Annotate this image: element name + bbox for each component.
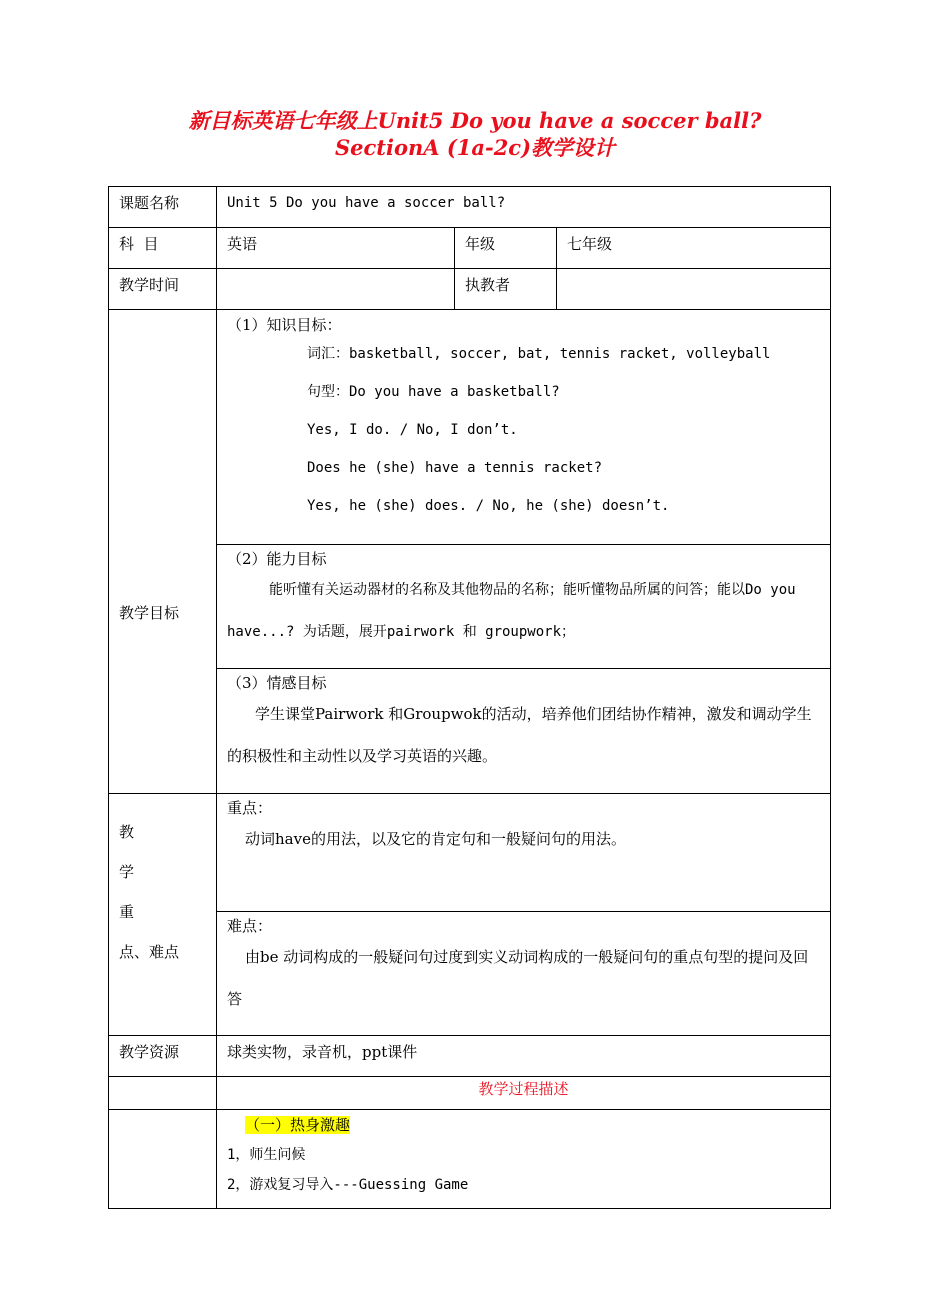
goal1-line: 句型：Do you have a basketball? [307, 384, 560, 400]
goal3-text: 学生课堂Pairwork 和Groupwok的活动，培养他们团结协作精神，激发和调动学生的积极性和主动性以及学习英语的兴趣。 [227, 705, 812, 765]
row-subject [109, 228, 831, 269]
row-goal2 [109, 545, 831, 669]
teacher-label: 执教者 [465, 276, 511, 294]
doc-title-line1: 新目标英语七年级上Unit5 Do you have a soccer ball? [188, 108, 762, 133]
diff-text: 由be 动词构成的一般疑问句过度到实义动词构成的一般疑问句的重点句型的提问及回答 [227, 948, 809, 1008]
row-time [109, 269, 831, 310]
topic-value: Unit 5 Do you have a soccer ball? [227, 195, 506, 211]
grade-value: 七年级 [567, 235, 613, 253]
goal1-head: （1）知识目标： [227, 316, 342, 334]
goal1-line: 词汇：basketball, soccer, bat, tennis racket, volleyball [307, 346, 771, 362]
goal1-line: Does he (she) have a tennis racket? [307, 460, 603, 476]
step1-head: （一）热身激趣 [245, 1116, 351, 1134]
goal1-line: Yes, I do. / No, I don’t. [307, 422, 518, 438]
topic-label: 课题名称 [119, 194, 180, 212]
grade-label: 年级 [465, 235, 496, 253]
key-text: 动词have的用法，以及它的肯定句和一般疑问句的用法。 [245, 830, 626, 848]
row-goal3 [109, 669, 831, 794]
diff-head: 难点： [227, 917, 273, 935]
subject-value: 英语 [227, 235, 258, 253]
time-value [217, 269, 454, 281]
process-title: 教学过程描述 [478, 1080, 569, 1098]
teacher-value [557, 269, 830, 281]
goal2-text: 能听懂有关运动器材的名称及其他物品的名称；能听懂物品所属的问答；能以Do you have...? 为话题，展开pairwork 和 groupwork； [227, 582, 796, 640]
row-step1 [109, 1110, 831, 1209]
step1-item: 2，游戏复习导入---Guessing Game [227, 1177, 469, 1193]
row-difficulty [109, 912, 831, 1036]
time-label: 教学时间 [119, 276, 180, 294]
key-label-1: 教 学 重 [119, 823, 163, 921]
doc-title-line2: SectionA (1a-2c)教学设计 [334, 135, 616, 160]
lesson-plan-table [108, 186, 831, 1209]
step1-item: 1，师生问候 [227, 1147, 306, 1163]
goals-label: 教学目标 [119, 603, 180, 622]
key-head: 重点： [227, 799, 273, 817]
goal3-head: （3）情感目标 [227, 674, 327, 692]
row-resource [109, 1036, 831, 1077]
row-key [109, 794, 831, 912]
goal2-head: （2）能力目标 [227, 550, 327, 568]
row-goal1 [109, 310, 831, 545]
key-label-2: 点、难点 [119, 943, 180, 961]
subject-label: 科 目 [119, 235, 159, 253]
row-topic [109, 187, 831, 228]
resource-value: 球类实物，录音机，ppt课件 [227, 1043, 418, 1061]
row-process-title [109, 1077, 831, 1110]
goal1-line: Yes, he (she) does. / No, he (she) doesn’t. [307, 498, 670, 514]
resource-label: 教学资源 [119, 1043, 180, 1061]
